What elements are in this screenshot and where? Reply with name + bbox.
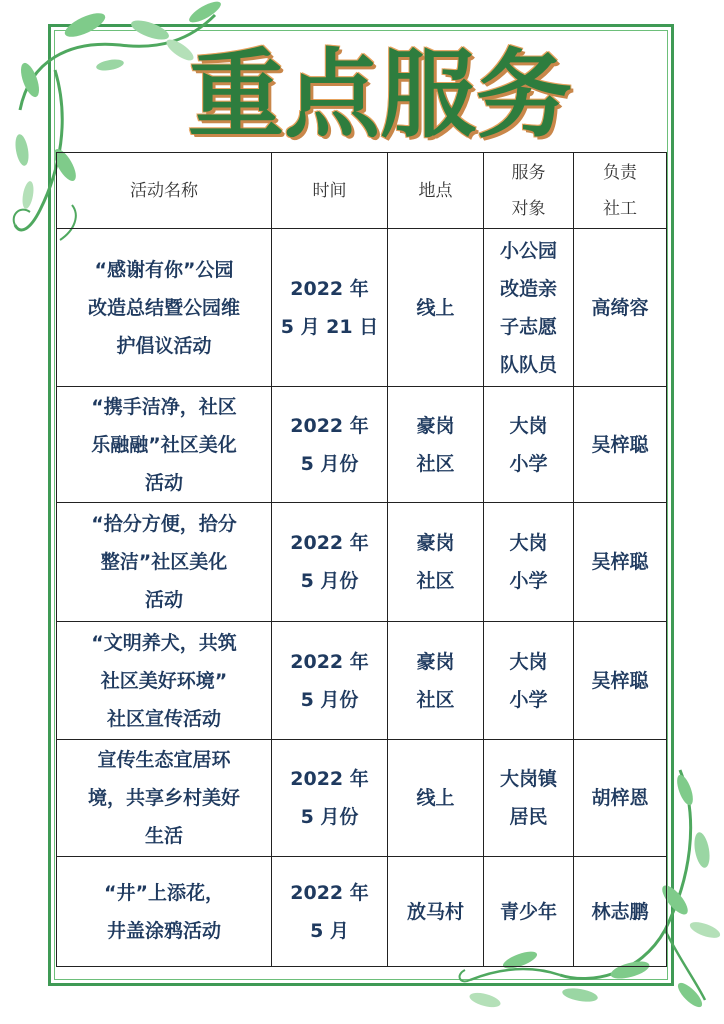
cell-place — [388, 622, 484, 740]
cell-line: 宣传生态宜居环 — [97, 749, 231, 771]
cell-time — [272, 503, 388, 622]
cell-line: 5 月 — [310, 919, 349, 942]
cell-line: 社区 — [416, 570, 455, 592]
cell-line: 5 月份 — [300, 570, 359, 592]
header-activity-name — [57, 153, 272, 229]
cell-line: 社区美好环境” — [100, 669, 228, 692]
cell-activity-name — [57, 387, 272, 503]
cell-line: 护倡议活动 — [116, 334, 212, 357]
cell-line: “拾分方便，拾分 — [91, 513, 237, 535]
header-place — [388, 153, 484, 229]
page-title: 重点服务 — [188, 39, 572, 151]
table-row — [57, 622, 667, 740]
cell-place — [388, 229, 484, 387]
cell-time — [272, 229, 388, 387]
cell-line: 放马村 — [406, 900, 464, 923]
cell-activity-name — [57, 740, 272, 857]
cell-line: 生活 — [144, 825, 183, 847]
table-row — [57, 503, 667, 622]
cell-time — [272, 622, 388, 740]
cell-line: 吴梓聪 — [591, 669, 649, 692]
header-line: 社工 — [603, 198, 637, 219]
cell-line: 线上 — [416, 296, 455, 319]
cell-place — [388, 503, 484, 622]
cell-line: 豪岗 — [416, 532, 455, 554]
cell-time — [272, 857, 388, 967]
cell-worker — [574, 387, 667, 503]
cell-target — [484, 387, 574, 503]
header-line: 时间 — [312, 180, 347, 201]
header-line: 活动名称 — [130, 180, 198, 201]
cell-line: 胡梓恩 — [591, 787, 649, 809]
cell-line: 小学 — [509, 570, 548, 592]
cell-line: 乐融融”社区美化 — [91, 433, 237, 456]
cell-place — [388, 740, 484, 857]
cell-line: 子志愿 — [499, 315, 557, 338]
cell-target — [484, 503, 574, 622]
cell-line: 5 月份 — [300, 806, 359, 828]
cell-line: 2022 年 — [290, 277, 369, 300]
cell-line: 队队员 — [499, 353, 557, 376]
cell-place — [388, 857, 484, 967]
cell-line: 2022 年 — [290, 650, 369, 673]
table-row — [57, 229, 667, 387]
cell-line: 5 月份 — [300, 452, 359, 475]
cell-line: 改造亲 — [499, 277, 557, 300]
cell-line: “感谢有你”公园 — [94, 258, 234, 281]
cell-line: 井盖涂鸦活动 — [106, 919, 221, 942]
cell-line: 5 月 21 日 — [280, 315, 379, 338]
cell-line: 大岗 — [509, 650, 548, 673]
cell-time — [272, 740, 388, 857]
cell-line: “携手洁净，社区 — [91, 395, 237, 418]
header-worker — [574, 153, 667, 229]
cell-line: 社区宣传活动 — [106, 707, 221, 730]
cell-line: 2022 年 — [290, 768, 369, 790]
cell-line: “井”上添花， — [104, 881, 224, 904]
cell-line: 小学 — [509, 452, 548, 475]
cell-line: 社区 — [416, 452, 455, 475]
cell-time — [272, 387, 388, 503]
cell-place — [388, 387, 484, 503]
header-time — [272, 153, 388, 229]
cell-line: 吴梓聪 — [591, 433, 649, 456]
cell-line: 大岗 — [509, 414, 548, 437]
cell-activity-name — [57, 503, 272, 622]
cell-line: 居民 — [509, 806, 548, 828]
table-row — [57, 740, 667, 857]
cell-line: 青少年 — [499, 900, 557, 923]
cell-line: 林志鹏 — [591, 900, 649, 923]
cell-line: 改造总结暨公园维 — [87, 296, 240, 319]
cell-worker — [574, 857, 667, 967]
cell-target — [484, 622, 574, 740]
header-line: 地点 — [418, 180, 453, 201]
cell-target — [484, 857, 574, 967]
cell-line: 2022 年 — [290, 881, 369, 904]
cell-worker — [574, 503, 667, 622]
cell-worker — [574, 740, 667, 857]
cell-target — [484, 740, 574, 857]
cell-line: 高绮容 — [591, 296, 649, 319]
table-body — [57, 229, 667, 967]
cell-worker — [574, 229, 667, 387]
header-target — [484, 153, 574, 229]
table-header-row — [57, 153, 667, 229]
table-row — [57, 387, 667, 503]
cell-line: 社区 — [416, 688, 455, 711]
cell-activity-name — [57, 857, 272, 967]
cell-line: 活动 — [144, 471, 183, 494]
cell-activity-name — [57, 622, 272, 740]
cell-line: 豪岗 — [416, 414, 455, 437]
cell-line: 小公园 — [499, 239, 557, 262]
cell-target — [484, 229, 574, 387]
cell-line: “文明养犬，共筑 — [91, 631, 237, 654]
cell-line: 豪岗 — [416, 650, 455, 673]
cell-worker — [574, 622, 667, 740]
header-line: 负责 — [603, 162, 637, 183]
services-table — [56, 152, 667, 967]
cell-line: 境，共享乡村美好 — [87, 787, 240, 809]
header-line: 对象 — [511, 198, 546, 219]
cell-line: 吴梓聪 — [591, 551, 649, 573]
header-line: 服务 — [511, 162, 546, 183]
cell-line: 整洁”社区美化 — [100, 551, 228, 573]
cell-line: 5 月份 — [300, 688, 359, 711]
cell-line: 活动 — [144, 589, 183, 611]
cell-line: 大岗镇 — [499, 768, 557, 790]
table-row — [57, 857, 667, 967]
cell-activity-name — [57, 229, 272, 387]
cell-line: 线上 — [416, 787, 455, 809]
cell-line: 大岗 — [509, 532, 548, 554]
cell-line: 小学 — [509, 688, 548, 711]
cell-line: 2022 年 — [290, 414, 369, 437]
cell-line: 2022 年 — [290, 532, 369, 554]
